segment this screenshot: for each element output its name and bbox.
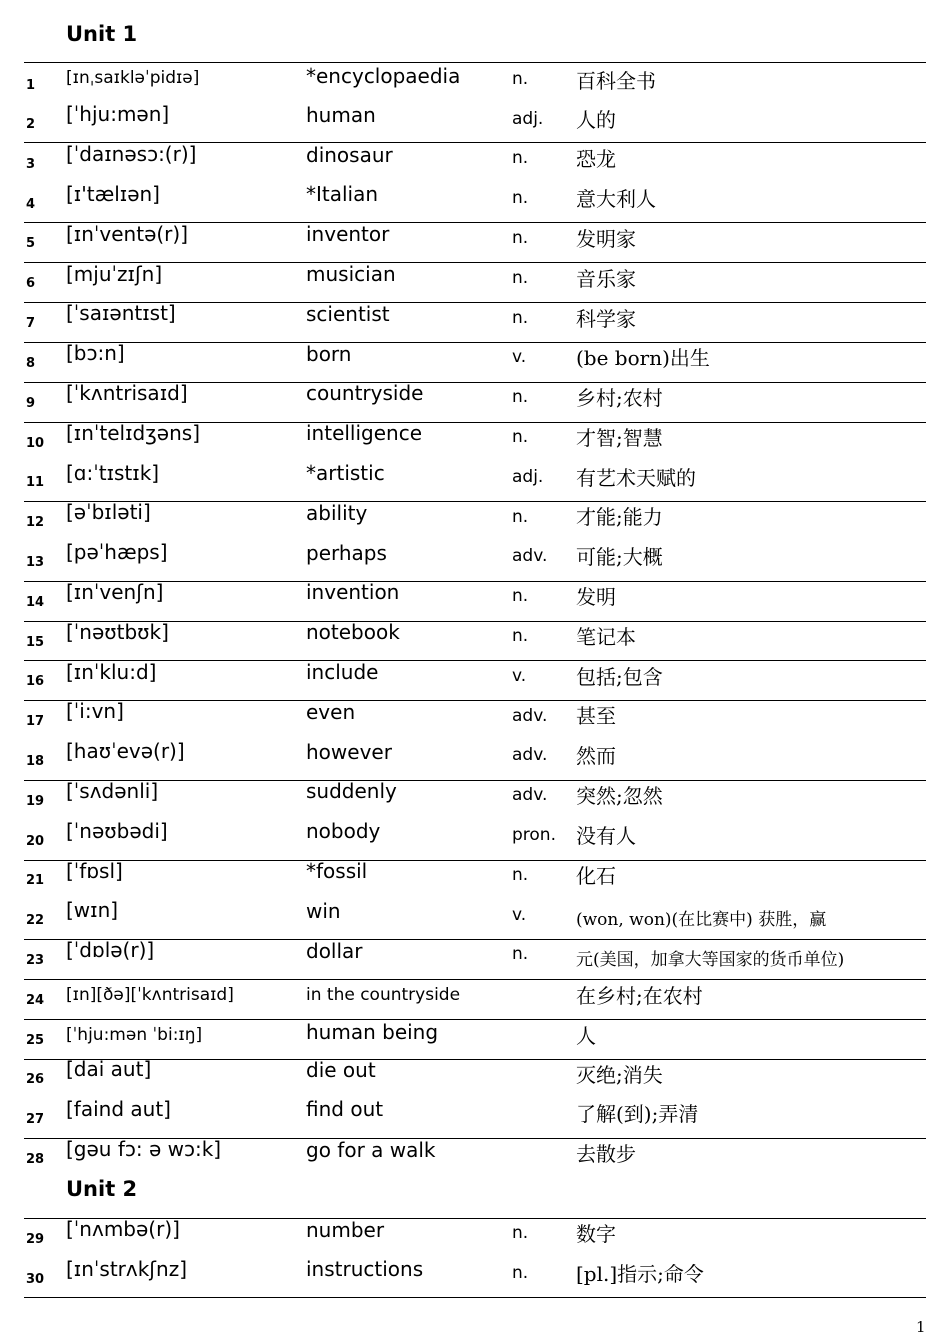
chinese-meaning: 包括;包含	[576, 665, 663, 689]
part-of-speech: n.	[512, 944, 529, 964]
phonetic: [əˈbɪləti]	[66, 500, 151, 524]
chinese-meaning: 乡村;农村	[576, 386, 663, 410]
chinese-meaning: 在乡村;在农村	[576, 984, 703, 1008]
english-word: inventor	[306, 222, 390, 246]
divider	[24, 1019, 926, 1020]
phonetic: [ɪnˈventə(r)]	[66, 222, 189, 246]
english-word: *Italian	[306, 182, 379, 206]
english-word: even	[306, 700, 356, 724]
chinese-meaning: (won, won)(在比赛中) 获胜，赢	[576, 910, 827, 930]
english-word: ability	[306, 501, 368, 525]
phonetic: [haʊˈevə(r)]	[66, 739, 185, 763]
row-number: 25	[26, 1033, 45, 1048]
part-of-speech: adj.	[512, 109, 544, 129]
chinese-meaning: 才能;能力	[576, 505, 663, 529]
row-number: 17	[26, 714, 45, 729]
chinese-meaning: 元(美国，加拿大等国家的货币单位)	[576, 950, 845, 970]
english-word: countryside	[306, 381, 424, 405]
phonetic: [mjuˈzɪʃn]	[66, 262, 163, 286]
part-of-speech: v.	[512, 347, 527, 367]
row-number: 6	[26, 276, 36, 291]
phonetic: [ˈsaɪəntɪst]	[66, 301, 176, 325]
phonetic: [bɔ:n]	[66, 341, 125, 365]
divider	[24, 501, 926, 502]
row-number: 5	[26, 236, 36, 251]
chinese-meaning: 笔记本	[576, 625, 636, 649]
chinese-meaning: 可能;大概	[576, 545, 663, 569]
divider	[24, 700, 926, 701]
english-word: invention	[306, 580, 400, 604]
divider	[24, 780, 926, 781]
chinese-meaning: 发明	[576, 585, 616, 609]
row-number: 28	[26, 1152, 45, 1167]
chinese-meaning: 了解(到);弄清	[576, 1102, 699, 1126]
english-word: win	[306, 899, 341, 923]
chinese-meaning: (be born)出生	[576, 346, 710, 370]
row-number: 22	[26, 913, 45, 928]
phonetic: [ˈdaɪnəsɔ:(r)]	[66, 142, 197, 166]
row-number: 18	[26, 754, 45, 769]
english-word: include	[306, 660, 379, 684]
row-number: 23	[26, 953, 45, 968]
chinese-meaning: 去散步	[576, 1142, 636, 1166]
row-number: 13	[26, 555, 45, 570]
english-word: find out	[306, 1097, 384, 1121]
part-of-speech: n.	[512, 1263, 529, 1283]
english-word: in the countryside	[306, 985, 461, 1005]
unit-1-heading: Unit 1	[66, 22, 138, 46]
phonetic: [ˈhju:mən ˈbi:ɪŋ]	[66, 1025, 203, 1045]
divider	[24, 660, 926, 661]
english-word: human	[306, 103, 376, 127]
phonetic: [ɪnˈklu:d]	[66, 660, 157, 684]
phonetic: [ɪnˌsaɪkləˈpidɪə]	[66, 68, 200, 88]
row-number: 21	[26, 873, 45, 888]
part-of-speech: n.	[512, 308, 529, 328]
english-word: intelligence	[306, 421, 423, 445]
part-of-speech: n.	[512, 626, 529, 646]
english-word: go for a walk	[306, 1138, 436, 1162]
part-of-speech: adv.	[512, 706, 548, 726]
english-word: dollar	[306, 939, 363, 963]
part-of-speech: n.	[512, 69, 529, 89]
divider	[24, 342, 926, 343]
english-word: human being	[306, 1020, 439, 1044]
phonetic: [ˈhju:mən]	[66, 102, 170, 126]
chinese-meaning: 化石	[576, 864, 616, 888]
chinese-meaning: 人的	[576, 108, 616, 132]
part-of-speech: n.	[512, 188, 529, 208]
chinese-meaning: 人	[576, 1024, 596, 1048]
part-of-speech: n.	[512, 1223, 529, 1243]
english-word: musician	[306, 262, 396, 286]
english-word: however	[306, 740, 392, 764]
phonetic: [dai aut]	[66, 1057, 152, 1081]
part-of-speech: adj.	[512, 467, 544, 487]
chinese-meaning: 突然;忽然	[576, 784, 663, 808]
row-number: 7	[26, 316, 36, 331]
english-word: *encyclopaedia	[306, 64, 461, 88]
english-word: instructions	[306, 1257, 424, 1281]
chinese-meaning: 数字	[576, 1222, 616, 1246]
chinese-meaning: 灭绝;消失	[576, 1063, 663, 1087]
row-number: 19	[26, 794, 45, 809]
chinese-meaning: 音乐家	[576, 267, 636, 291]
part-of-speech: v.	[512, 905, 527, 925]
chinese-meaning: 甚至	[576, 704, 616, 728]
english-word: number	[306, 1218, 385, 1242]
phonetic: [faind aut]	[66, 1097, 171, 1121]
part-of-speech: n.	[512, 268, 529, 288]
phonetic: [ɪ'tælɪən]	[66, 182, 160, 206]
chinese-meaning: 没有人	[576, 824, 636, 848]
chinese-meaning: 发明家	[576, 227, 636, 251]
divider	[24, 1059, 926, 1060]
english-word: born	[306, 342, 352, 366]
chinese-meaning: [pl.]指示;命令	[576, 1262, 704, 1286]
page-number: 1	[916, 1318, 926, 1336]
phonetic: [ɪnˈstrʌkʃnz]	[66, 1257, 188, 1281]
phonetic: [ɪnˈtelɪdʒəns]	[66, 421, 200, 445]
english-word: scientist	[306, 302, 390, 326]
part-of-speech: n.	[512, 148, 529, 168]
chinese-meaning: 意大利人	[576, 187, 656, 211]
phonetic: [ˈkʌntrisaɪd]	[66, 381, 188, 405]
phonetic: [ˈi:vn]	[66, 699, 124, 723]
divider	[24, 939, 926, 940]
divider	[24, 979, 926, 980]
row-number: 1	[26, 78, 36, 93]
row-number: 30	[26, 1272, 45, 1287]
row-number: 8	[26, 356, 36, 371]
row-number: 14	[26, 595, 45, 610]
chinese-meaning: 才智;智慧	[576, 426, 663, 450]
english-word: suddenly	[306, 779, 397, 803]
phonetic: [ˈnəʊbədi]	[66, 819, 168, 843]
chinese-meaning: 然而	[576, 744, 616, 768]
part-of-speech: adv.	[512, 745, 548, 765]
english-word: dinosaur	[306, 143, 393, 167]
chinese-meaning: 百科全书	[576, 69, 656, 93]
english-word: nobody	[306, 819, 381, 843]
part-of-speech: n.	[512, 507, 529, 527]
row-number: 3	[26, 157, 36, 172]
english-word: notebook	[306, 620, 400, 644]
part-of-speech: adv.	[512, 546, 548, 566]
phonetic: [gəu fɔ: ə wɔ:k]	[66, 1137, 222, 1161]
part-of-speech: pron.	[512, 825, 556, 845]
part-of-speech: adv.	[512, 785, 548, 805]
phonetic: [ˈsʌdənli]	[66, 779, 159, 803]
part-of-speech: v.	[512, 666, 527, 686]
phonetic: [ˈnəʊtbʊk]	[66, 620, 169, 644]
chinese-meaning: 科学家	[576, 307, 636, 331]
row-number: 24	[26, 993, 45, 1008]
unit-2-heading: Unit 2	[66, 1177, 138, 1201]
phonetic: [ˈnʌmbə(r)]	[66, 1217, 180, 1241]
part-of-speech: n.	[512, 586, 529, 606]
phonetic: [pəˈhæps]	[66, 540, 168, 564]
chinese-meaning: 有艺术天赋的	[576, 466, 696, 490]
row-number: 12	[26, 515, 45, 530]
phonetic: [ɪnˈvenʃn]	[66, 580, 164, 604]
part-of-speech: n.	[512, 865, 529, 885]
part-of-speech: n.	[512, 427, 529, 447]
divider	[24, 860, 926, 861]
phonetic: [ɪn][ðə][ˈkʌntrisaɪd]	[66, 985, 234, 1005]
row-number: 10	[26, 436, 45, 451]
phonetic: [ˈfɒsl]	[66, 859, 123, 883]
phonetic: [wɪn]	[66, 898, 119, 922]
phonetic: [ˈdɒlə(r)]	[66, 938, 155, 962]
row-number: 2	[26, 117, 36, 132]
chinese-meaning: 恐龙	[576, 147, 616, 171]
english-word: *artistic	[306, 461, 385, 485]
row-number: 29	[26, 1232, 45, 1247]
english-word: perhaps	[306, 541, 387, 565]
row-number: 15	[26, 635, 45, 650]
row-number: 9	[26, 396, 36, 411]
divider	[24, 1297, 926, 1298]
divider	[24, 62, 926, 63]
row-number: 11	[26, 475, 45, 490]
row-number: 20	[26, 834, 45, 849]
row-number: 4	[26, 197, 36, 212]
row-number: 26	[26, 1072, 45, 1087]
row-number: 27	[26, 1112, 45, 1127]
part-of-speech: n.	[512, 228, 529, 248]
phonetic: [ɑ:ˈtɪstɪk]	[66, 461, 160, 485]
row-number: 16	[26, 674, 45, 689]
part-of-speech: n.	[512, 387, 529, 407]
english-word: die out	[306, 1058, 376, 1082]
english-word: *fossil	[306, 859, 368, 883]
